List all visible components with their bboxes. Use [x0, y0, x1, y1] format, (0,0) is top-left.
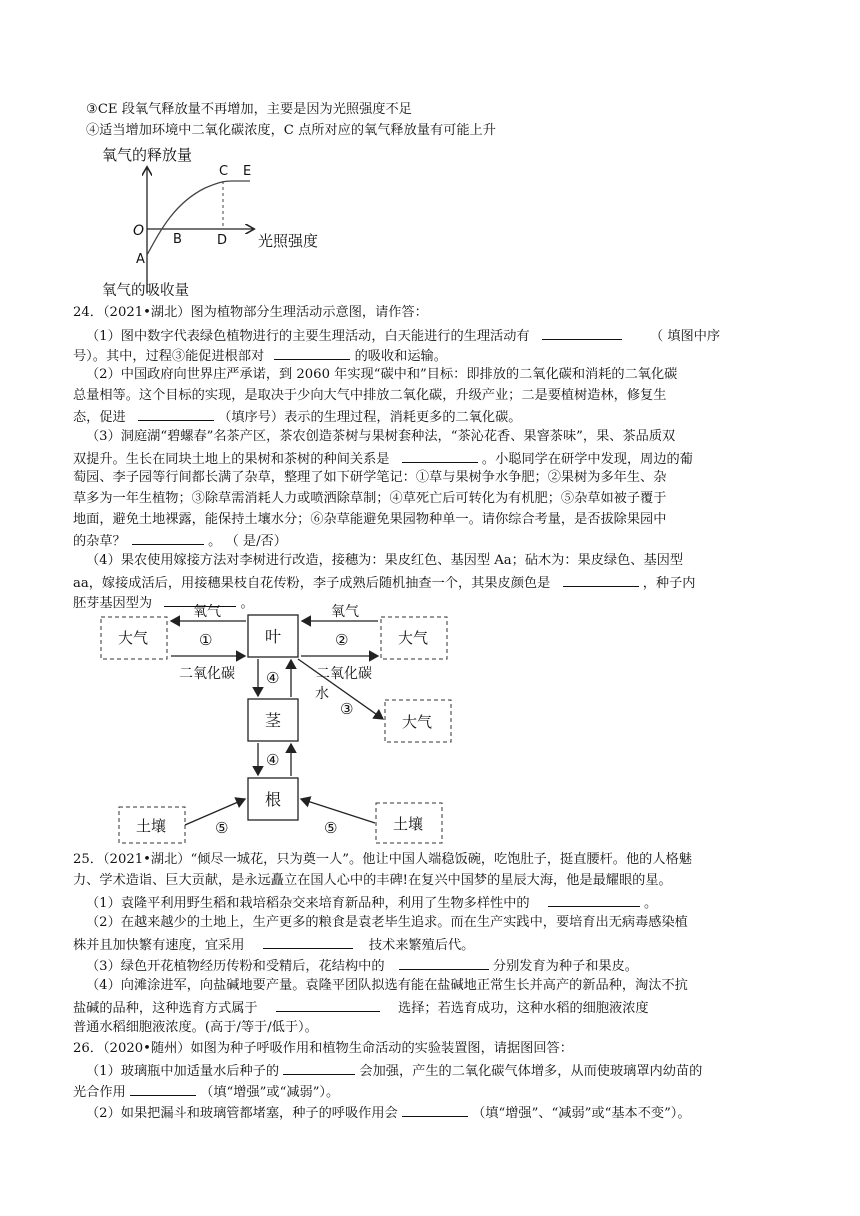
point-e-label: E — [243, 164, 252, 179]
process-4-lower-marker: ④ — [266, 751, 280, 769]
process-4-upper-marker: ④ — [266, 669, 280, 687]
q24-header: 24．（2021•湖北）图为植物部分生理活动示意图，请作答： — [73, 305, 428, 320]
q24-p3-text-b: 双提升。生长在同块土地上的果树和茶树的种间关系是 — [73, 452, 390, 467]
water-label: 水 — [315, 686, 329, 702]
q26-p2-text-b: （填“增强”、“减弱”或“基本不变”）。 — [472, 1106, 691, 1121]
point-c-label: C — [219, 164, 229, 179]
q25-p2-text-b: 株并且加快繁有速度，宜采用 — [73, 938, 245, 953]
x-axis-label: 光照强度 — [258, 232, 319, 250]
q24-p1-text-b: （ 填图中序 — [649, 329, 721, 344]
q26-header: 26．（2020•随州）如图为种子呼吸作用和植物生命活动的实验装置图，请据图回答： — [73, 1041, 573, 1056]
q24-p3-line-1: （3）洞庭湖“碧螺春”名茶产区，茶农创造茶树与果树套种法，“茶沁花香、果窨茶味”，果、茶品质双 — [86, 429, 676, 444]
atmosphere-lower-label: 大气 — [402, 713, 433, 731]
q23-item-3: ③CE 段氧气释放量不再增加，主要是因为光照强度不足 — [86, 102, 412, 117]
q23-item-4: ④适当增加环境中二氧化碳浓度，C 点所对应的氧气释放量有可能上升 — [86, 123, 496, 138]
q24-p4-text-d: 胚芽基因型为 — [73, 596, 153, 611]
process-2-marker: ② — [335, 631, 349, 649]
q25-p2-line-1: （2）在越来越少的土地上，生产更多的粮食是袁老毕生追求。而在生产实践中，要培育出无病毒感染植 — [86, 915, 688, 930]
stem-label: 茎 — [265, 711, 282, 730]
q25-p2-text-c: 技术来繁殖后代。 — [368, 938, 475, 953]
q24-p2-line-1: （2）中国政府向世界庄严承诺，到 2060 年实现“碳中和”目标：即排放的二氧化碳和消耗的二氧化碳 — [86, 367, 678, 382]
process-1-marker: ① — [199, 631, 213, 649]
co2-right-label: 二氧化碳 — [316, 666, 372, 682]
q24-blank-1[interactable] — [542, 325, 622, 340]
q24-p3-line-3: 萄园、李子园等行间都长满了杂草，整理了如下研学笔记：①草与果树争水争肥；②果树为多年生、杂 — [73, 470, 667, 485]
q24-p3-text-h: 。 （ 是/否） — [208, 534, 287, 549]
q24-p4-text-b: aa，嫁接成活后，用接穗果枝自花传粉，李子成熟后随机抽查一个，其果皮颜色是 — [73, 576, 551, 591]
process-5-left-marker: ⑤ — [215, 819, 229, 837]
q26-p2-text-a: （2）如果把漏斗和玻璃管都堵塞，种子的呼吸作用会 — [86, 1106, 398, 1121]
q25-header-line-2: 力、学术造诣、巨大贡献，是永远矗立在国人心中的丰碑!在复兴中国梦的星辰大海，他是最耀眼的星。 — [73, 873, 672, 888]
soil-left-label: 土壤 — [136, 817, 167, 835]
oxygen-right-label: 氧气 — [331, 604, 359, 620]
q25-p4-text-b: 盐碱的品种，这种选育方式属于 — [73, 1001, 258, 1016]
soil-right-label: 土壤 — [393, 815, 424, 833]
q25-blank-1[interactable] — [548, 892, 640, 907]
q24-p2-text-d: （填序号）表示的生理过程，消耗更多的二氧化碳。 — [218, 410, 522, 425]
q24-blank-6[interactable] — [563, 572, 639, 587]
q26-blank-3[interactable] — [402, 1102, 468, 1117]
q24-p1-text-a: （1）图中数字代表绿色植物进行的主要生理活动，白天能进行的生理活动有 — [86, 329, 530, 344]
q24-p3-text-c: 。小聪同学在研学中发现，周边的葡 — [481, 452, 693, 467]
q26-p1-text-c: 光合作用 — [73, 1085, 126, 1100]
q26-blank-2[interactable] — [130, 1081, 196, 1096]
q25-p3-text-b: 分别发育为种子和果皮。 — [492, 959, 638, 974]
q24-blank-3[interactable] — [138, 406, 214, 421]
y-axis-top-label: 氧气的释放量 — [102, 146, 193, 164]
co2-left-label: 二氧化碳 — [179, 666, 235, 682]
q25-p4-text-c: 选择；若选育成功，这种水稻的细胞液浓度 — [398, 1001, 649, 1016]
q24-p3-line-4: 草多为一年生植物；③除草需消耗人力或喷洒除草制；④草死亡后可转化为有机肥；⑤杂草如被子覆于 — [73, 491, 667, 506]
q26-blank-1[interactable] — [283, 1060, 355, 1075]
q24-p2-line-2: 总量相等。这个目标的实现，是取决于少向大气中排放二氧化碳，升级产业；二是要植树造林，修复生 — [73, 388, 667, 403]
q26-p1-text-d: （填“增强”或“减弱”）。 — [200, 1085, 340, 1100]
q24-p3-line-5: 地面，避免土地裸露，能保持土壤水分；⑥杂草能避免果园物种单一。请你综合考量，是否拔除果园中 — [73, 512, 667, 527]
plant-activity-diagram — [95, 603, 465, 846]
q24-blank-5[interactable] — [132, 530, 204, 545]
q25-header: 25．（2021•湖北）“倾尽一城花，只为奠一人”。他让中国人端稳饭碗，吃饱肚子，挺直腰杆。他的人格魅 — [73, 852, 692, 867]
atmosphere-left-label: 大气 — [118, 629, 149, 647]
point-a-label: A — [136, 252, 145, 267]
atmosphere-right-label: 大气 — [398, 629, 429, 647]
q25-blank-2[interactable] — [263, 934, 353, 949]
leaf-label: 叶 — [265, 627, 282, 646]
oxygen-left-label: 氧气 — [193, 604, 221, 620]
q25-p1-text-b: 。 — [643, 896, 658, 911]
q24-p4-line-1: （4）果农使用嫁接方法对李树进行改造，接穗为：果皮红色、基因型 Aa；砧木为：果皮绿色、基因型 — [86, 553, 684, 568]
process-5-right-marker: ⑤ — [324, 819, 338, 837]
root-label: 根 — [265, 790, 282, 809]
q24-p4-text-e: 。 — [240, 596, 254, 611]
process-3-marker: ③ — [340, 700, 354, 718]
q24-p2-text-c: 态，促进 — [73, 410, 126, 425]
q25-blank-4[interactable] — [276, 997, 380, 1012]
q25-p4-line-1: （4）向滩涂进军，向盐碱地要产量。袁隆平团队拟选有能在盐碱地正常生长并高产的新品种，淘汰不抗 — [86, 978, 688, 993]
q26-p1-text-b: 会加强，产生的二氧化碳气体增多，从而使玻璃罩内幼苗的 — [359, 1064, 703, 1079]
q24-blank-2[interactable] — [274, 345, 350, 360]
q24-blank-4[interactable] — [402, 448, 478, 463]
point-d-label: D — [217, 233, 228, 248]
q25-p4-line-3: 普通水稻细胞液浓度。(高于/等于/低于）。 — [73, 1020, 318, 1035]
y-axis-bottom-label: 氧气的吸收量 — [102, 283, 189, 299]
point-b-label: B — [173, 232, 182, 247]
q25-p1-text-a: （1）袁隆平利用野生稻和栽培稻杂交来培育新品种，利用了生物多样性中的 — [86, 896, 530, 911]
q24-p3-text-g: 的杂草？ — [73, 534, 126, 549]
q24-p1-text-c: 号）。其中，过程③能促进根部对 — [73, 349, 265, 364]
origin-label: O — [133, 223, 145, 239]
q24-p1-text-d: 的吸收和运输。 — [354, 349, 447, 364]
q25-p3-text-a: （3）绿色开花植物经历传粉和受精后，花结构中的 — [86, 959, 385, 974]
q25-blank-3[interactable] — [399, 955, 489, 970]
q24-p4-text-c: ，种子内 — [642, 576, 696, 591]
q26-p1-text-a: （1）玻璃瓶中加适量水后种子的 — [86, 1064, 280, 1079]
